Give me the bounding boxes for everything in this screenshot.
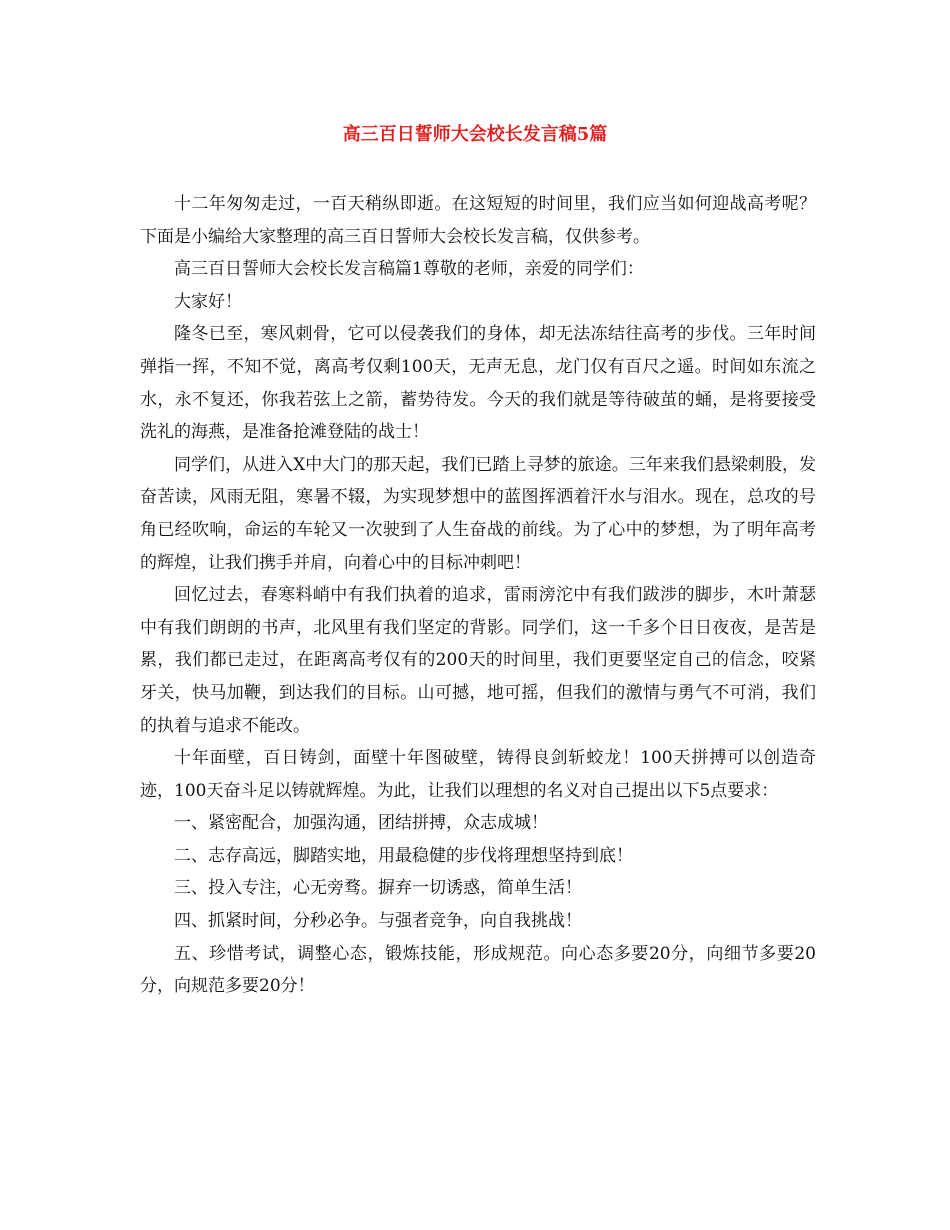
list-item-requirement-5: 五、珍惜考试，调整心态，锻炼技能，形成规范。向心态多要20分，向细节多要20分，向规范多要20分！ bbox=[140, 943, 816, 997]
paragraph-speech-heading: 高三百日誓师大会校长发言稿篇1尊敬的老师，亲爱的同学们： bbox=[174, 259, 644, 280]
paragraph: 隆冬已至，寒风刺骨，它可以侵袭我们的身体，却无法冻结往高考的步伐。三年时间弹指一挥，不知不觉，离高考仅剩100天，无声无息，龙门仅有百尺之遥。时间如东流之水，永不复还，你我若弦上之箭，蓄势待发。今天的我们就是等待破茧的蛹，是将要接受洗礼的海燕，是准备抢滩登陆的战士！ bbox=[140, 324, 816, 443]
list-item-requirement-3: 三、投入专注，心无旁骛。摒弃一切诱惑，简单生活！ bbox=[174, 878, 582, 899]
list-item-requirement-1: 一、紧密配合，加强沟通，团结拼搏，众志成城！ bbox=[174, 813, 548, 834]
paragraph: 十年面壁，百日铸剑，面壁十年图破壁，铸得良剑斩蛟龙！100天拼搏可以创造奇迹，100天奋斗足以铸就辉煌。为此，让我们以理想的名义对自己提出以下5点要求： bbox=[140, 748, 816, 801]
list-item-requirement-4: 四、抓紧时间，分秒必争。与强者竞争，向自我挑战！ bbox=[174, 911, 582, 932]
document-body bbox=[140, 188, 816, 1003]
paragraph: 回忆过去，春寒料峭中有我们执着的追求，雷雨滂沱中有我们跋涉的脚步，木叶萧瑟中有我们朗朗的书声，北风里有我们坚定的背影。同学们，这一千多个日日夜夜，是苦是累，我们都已走过，在距离高考仅有的200天的时间里，我们更要坚定自己的信念，咬紧牙关，快马加鞭，到达我们的目标。山可撼，地可摇，但我们的激情与勇气不可消，我们的执着与追求不能改。 bbox=[140, 585, 816, 736]
document-title: 高三百日誓师大会校长发言稿5篇 bbox=[342, 124, 608, 145]
paragraph-greeting: 大家好！ bbox=[174, 291, 242, 312]
paragraph: 同学们，从进入X中大门的那天起，我们已踏上寻梦的旅途。三年来我们悬梁刺股，发奋苦读，风雨无阻，寒暑不辍，为实现梦想中的蓝图挥洒着汗水与泪水。现在，总攻的号角已经吹响，命运的车轮又一次驶到了人生奋战的前线。为了心中的梦想，为了明年高考的辉煌，让我们携手并肩，向着心中的目标冲刺吧！ bbox=[140, 454, 816, 573]
list-item-requirement-2: 二、志存高远，脚踏实地，用最稳健的步伐将理想坚持到底！ bbox=[174, 845, 633, 866]
paragraph-intro: 十二年匆匆走过，一百天稍纵即逝。在这短短的时间里，我们应当如何迎战高考呢？下面是小编给大家整理的高三百日誓师大会校长发言稿，仅供参考。 bbox=[140, 194, 816, 247]
